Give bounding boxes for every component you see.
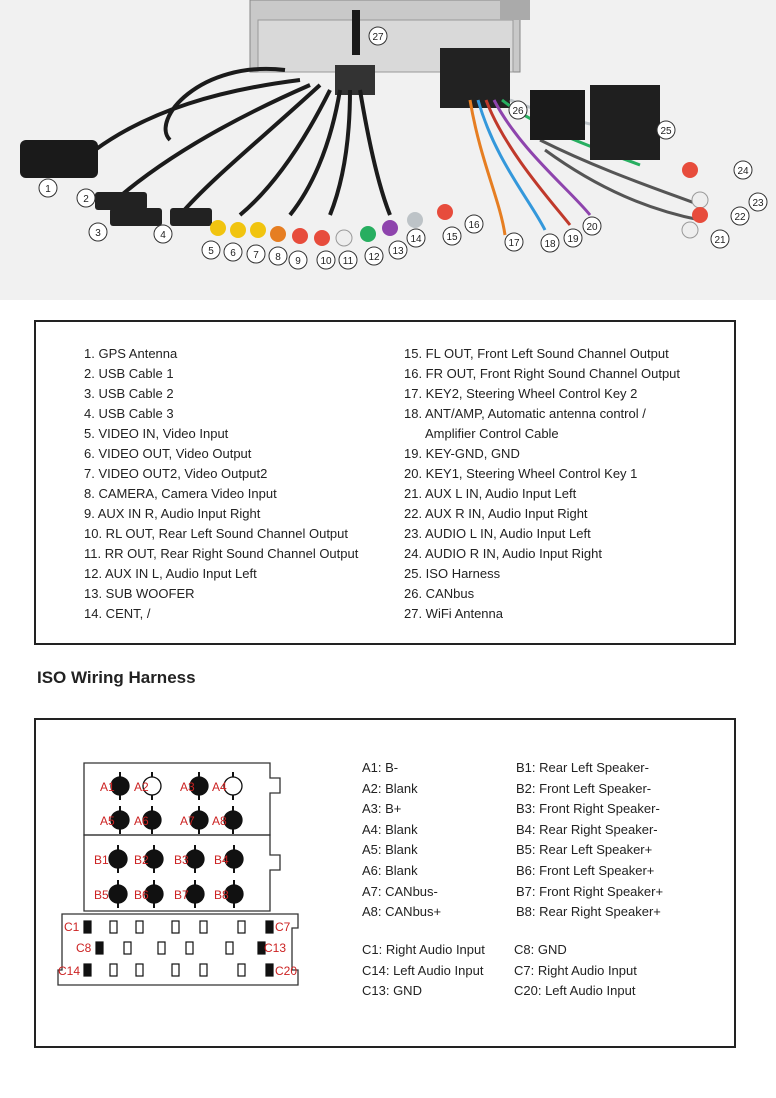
wifi-antenna-icon (352, 10, 360, 55)
c-pin (158, 942, 165, 954)
usb-cable-1-icon (95, 192, 147, 210)
a-pin-label: A7 (180, 814, 195, 828)
c-pin-list-left (362, 940, 485, 1002)
a-pin-label: A6 (134, 814, 149, 828)
c-pin (226, 942, 233, 954)
b-pin-entry: B8: Rear Right Speaker+ (516, 904, 661, 920)
a-pin (134, 772, 161, 800)
callout-marker (39, 179, 57, 197)
callout-marker (465, 215, 483, 233)
legend-item: 2. USB Cable 1 (84, 366, 174, 381)
b-pin-entry: B3: Front Right Speaker- (516, 801, 660, 817)
callout-number: 17 (508, 238, 520, 249)
callout-marker (731, 207, 749, 225)
legend-item: 19. KEY-GND, GND (404, 446, 520, 461)
c-pin-entry: C7: Right Audio Input (514, 962, 637, 978)
callout-number: 23 (752, 198, 764, 209)
c-pin-label: C14 (58, 964, 81, 978)
b-pin (94, 880, 127, 908)
callout-marker (734, 161, 752, 179)
legend-item-continuation: Amplifier Control Cable (425, 426, 559, 441)
c-pin-label: C8 (76, 941, 92, 955)
a-pin-entry: A5: Blank (362, 842, 418, 858)
b-pin-entry: B4: Rear Right Speaker- (516, 821, 658, 837)
legend-item: 24. AUDIO R IN, Audio Input Right (404, 546, 602, 561)
c-pin (136, 921, 143, 933)
c-pin (238, 964, 245, 976)
legend-item: 5. VIDEO IN, Video Input (84, 426, 229, 441)
callout-marker (202, 241, 220, 259)
legend-item: 22. AUX R IN, Audio Input Right (404, 506, 588, 521)
callout-number: 10 (320, 256, 332, 267)
legend-item: 4. USB Cable 3 (84, 406, 174, 421)
a-pin-entry: A7: CANbus- (362, 883, 438, 899)
callout-number: 5 (208, 246, 214, 257)
b-pin (174, 845, 204, 873)
c-pin-entry: C20: Left Audio Input (514, 983, 636, 999)
iso-connector-diagram (54, 760, 324, 1005)
callout-number: 18 (544, 239, 556, 250)
legend-item: 25. ISO Harness (404, 566, 501, 581)
a-pin-label: A2 (134, 780, 149, 794)
a-pin-entry: A4: Blank (362, 821, 418, 837)
callout-marker (509, 101, 527, 119)
c-pin (172, 964, 179, 976)
b-pin (134, 880, 163, 908)
iso-section-title: ISO Wiring Harness (37, 668, 196, 687)
callout-number: 25 (660, 126, 672, 137)
callout-number: 12 (368, 252, 380, 263)
callout-marker (269, 247, 287, 265)
iso-connector (590, 85, 660, 160)
callout-marker (289, 251, 307, 269)
a-pin-entry: A8: CANbus+ (362, 904, 442, 920)
legend-item: 9. AUX IN R, Audio Input Right (84, 506, 261, 521)
callout-marker (407, 229, 425, 247)
c-pin (200, 964, 207, 976)
callout-number: 20 (586, 222, 598, 233)
b-pin-label: B1 (94, 853, 109, 867)
c-pin (238, 921, 245, 933)
callout-marker (389, 241, 407, 259)
c-pin (186, 942, 193, 954)
legend-item: 27. WiFi Antenna (404, 606, 503, 621)
a-pin (212, 772, 242, 800)
c-pin-label: C13 (264, 941, 287, 955)
callout-marker (505, 233, 523, 251)
legend-item: 6. VIDEO OUT, Video Output (84, 446, 252, 461)
c-pin (266, 921, 273, 933)
c-pin (200, 921, 207, 933)
a-pin-entry: A3: B+ (362, 801, 402, 817)
b-pin (174, 880, 204, 908)
c-pin (172, 921, 179, 933)
b-pin (94, 845, 127, 873)
legend-box (34, 320, 736, 645)
callout-number: 7 (253, 250, 259, 261)
callout-marker (77, 189, 95, 207)
a-pin (134, 806, 161, 834)
b-pin-entry: B2: Front Left Speaker- (516, 780, 652, 796)
callout-number: 2 (83, 194, 89, 205)
a-pin (100, 772, 129, 800)
callout-number: 9 (295, 256, 301, 267)
a-pin-list (362, 758, 441, 923)
b-pin-label: B2 (134, 853, 149, 867)
callout-number: 26 (512, 106, 524, 117)
b-pin-label: B6 (134, 888, 149, 902)
b-pin-label: B8 (214, 888, 229, 902)
c-pin (124, 942, 131, 954)
c-pin (96, 942, 103, 954)
a-pin (100, 806, 129, 834)
legend-item: 10. RL OUT, Rear Left Sound Channel Output (84, 526, 349, 541)
legend-item: 1. GPS Antenna (84, 346, 178, 361)
legend-item: 12. AUX IN L, Audio Input Left (84, 566, 257, 581)
c-pin (266, 964, 273, 976)
iso-box (34, 718, 736, 1048)
callout-number: 6 (230, 248, 236, 259)
legend-item: 23. AUDIO L IN, Audio Input Left (404, 526, 591, 541)
callout-marker (541, 234, 559, 252)
a-pin-label: A5 (100, 814, 115, 828)
a-pin-label: A4 (212, 780, 227, 794)
a-pin (180, 772, 208, 800)
legend-item: 3. USB Cable 2 (84, 386, 174, 401)
legend-item: 8. CAMERA, Camera Video Input (84, 486, 277, 501)
legend-item: 20. KEY1, Steering Wheel Control Key 1 (404, 466, 638, 481)
a-pin-entry: A1: B- (362, 760, 399, 775)
b-pin-entry: B6: Front Left Speaker+ (516, 862, 655, 878)
callout-marker (443, 227, 461, 245)
a-pin-entry: A2: Blank (362, 780, 418, 796)
b-pin (134, 845, 163, 873)
c-pin (110, 964, 117, 976)
a-pin (212, 806, 242, 834)
c-pin (84, 921, 91, 933)
c-pin-label: C7 (275, 920, 291, 934)
usb-cable-2-icon (110, 208, 162, 226)
b-pin (214, 880, 243, 908)
gps-antenna-icon (20, 140, 98, 178)
callout-marker (711, 230, 729, 248)
callout-number: 1 (45, 184, 51, 195)
b-pin-entry: B1: Rear Left Speaker- (516, 760, 649, 775)
wiring-photo (0, 0, 776, 300)
callout-marker (749, 193, 767, 211)
callout-marker (154, 225, 172, 243)
b-pin (214, 845, 243, 873)
b-pin-label: B5 (94, 888, 109, 902)
c-pin-entry: C14: Left Audio Input (362, 962, 484, 978)
legend-item: 26. CANbus (404, 586, 475, 601)
c-pin-entry: C8: GND (514, 942, 567, 957)
c-pin (136, 964, 143, 976)
callout-number: 3 (95, 228, 101, 239)
a-pin-label: A1 (100, 780, 115, 794)
b-pin-list (516, 758, 663, 923)
legend-item: 7. VIDEO OUT2, Video Output2 (84, 466, 268, 481)
c-pin-list-right (514, 940, 637, 1002)
b-pin-entry: B7: Front Right Speaker+ (516, 883, 664, 899)
callout-number: 14 (410, 234, 422, 245)
legend-item: 13. SUB WOOFER (84, 586, 195, 601)
c-pin (84, 964, 91, 976)
legend-item: 18. ANT/AMP, Automatic antenna control / (404, 406, 646, 421)
callout-marker (369, 27, 387, 45)
c-pin-label: C20 (275, 964, 298, 978)
a-pin-label: A8 (212, 814, 227, 828)
callout-marker (89, 223, 107, 241)
callout-marker (224, 243, 242, 261)
canbus-box (530, 90, 585, 140)
callout-number: 19 (567, 234, 579, 245)
legend-column-right (404, 344, 680, 624)
callout-marker (365, 247, 383, 265)
usb-cable-3-icon (170, 208, 212, 226)
callout-number: 8 (275, 252, 281, 263)
b-pin-label: B4 (214, 853, 229, 867)
legend-item: 17. KEY2, Steering Wheel Control Key 2 (404, 386, 638, 401)
legend-item: 21. AUX L IN, Audio Input Left (404, 486, 577, 501)
legend-item: 16. FR OUT, Front Right Sound Channel Output (404, 366, 681, 381)
b-pin-entry: B5: Rear Left Speaker+ (516, 842, 653, 858)
legend-item: 11. RR OUT, Rear Right Sound Channel Output (84, 546, 359, 561)
callout-marker (583, 217, 601, 235)
callout-marker (317, 251, 335, 269)
callout-number: 4 (160, 230, 166, 241)
callout-number: 22 (734, 212, 746, 223)
a-pin-label: A3 (180, 780, 195, 794)
a-pin (180, 806, 208, 834)
b-pin-label: B3 (174, 853, 189, 867)
callout-number: 27 (372, 32, 384, 43)
callout-marker (564, 229, 582, 247)
c-pin-entry: C13: GND (362, 983, 422, 999)
callout-marker (339, 251, 357, 269)
callout-number: 15 (446, 232, 458, 243)
callout-number: 21 (714, 235, 726, 246)
c-pin-entry: C1: Right Audio Input (362, 942, 485, 957)
a-pin-entry: A6: Blank (362, 862, 418, 878)
c-pin-label: C1 (64, 920, 80, 934)
legend-item: 15. FL OUT, Front Left Sound Channel Output (404, 346, 669, 361)
legend-column-left (84, 344, 358, 624)
callout-number: 24 (737, 166, 749, 177)
callout-number: 11 (342, 256, 354, 267)
callout-number: 16 (468, 220, 480, 231)
b-pin-label: B7 (174, 888, 189, 902)
c-pin (110, 921, 117, 933)
callout-marker (247, 245, 265, 263)
legend-item: 14. CENT, / (84, 606, 151, 621)
callout-marker (657, 121, 675, 139)
callout-number: 13 (392, 246, 404, 257)
